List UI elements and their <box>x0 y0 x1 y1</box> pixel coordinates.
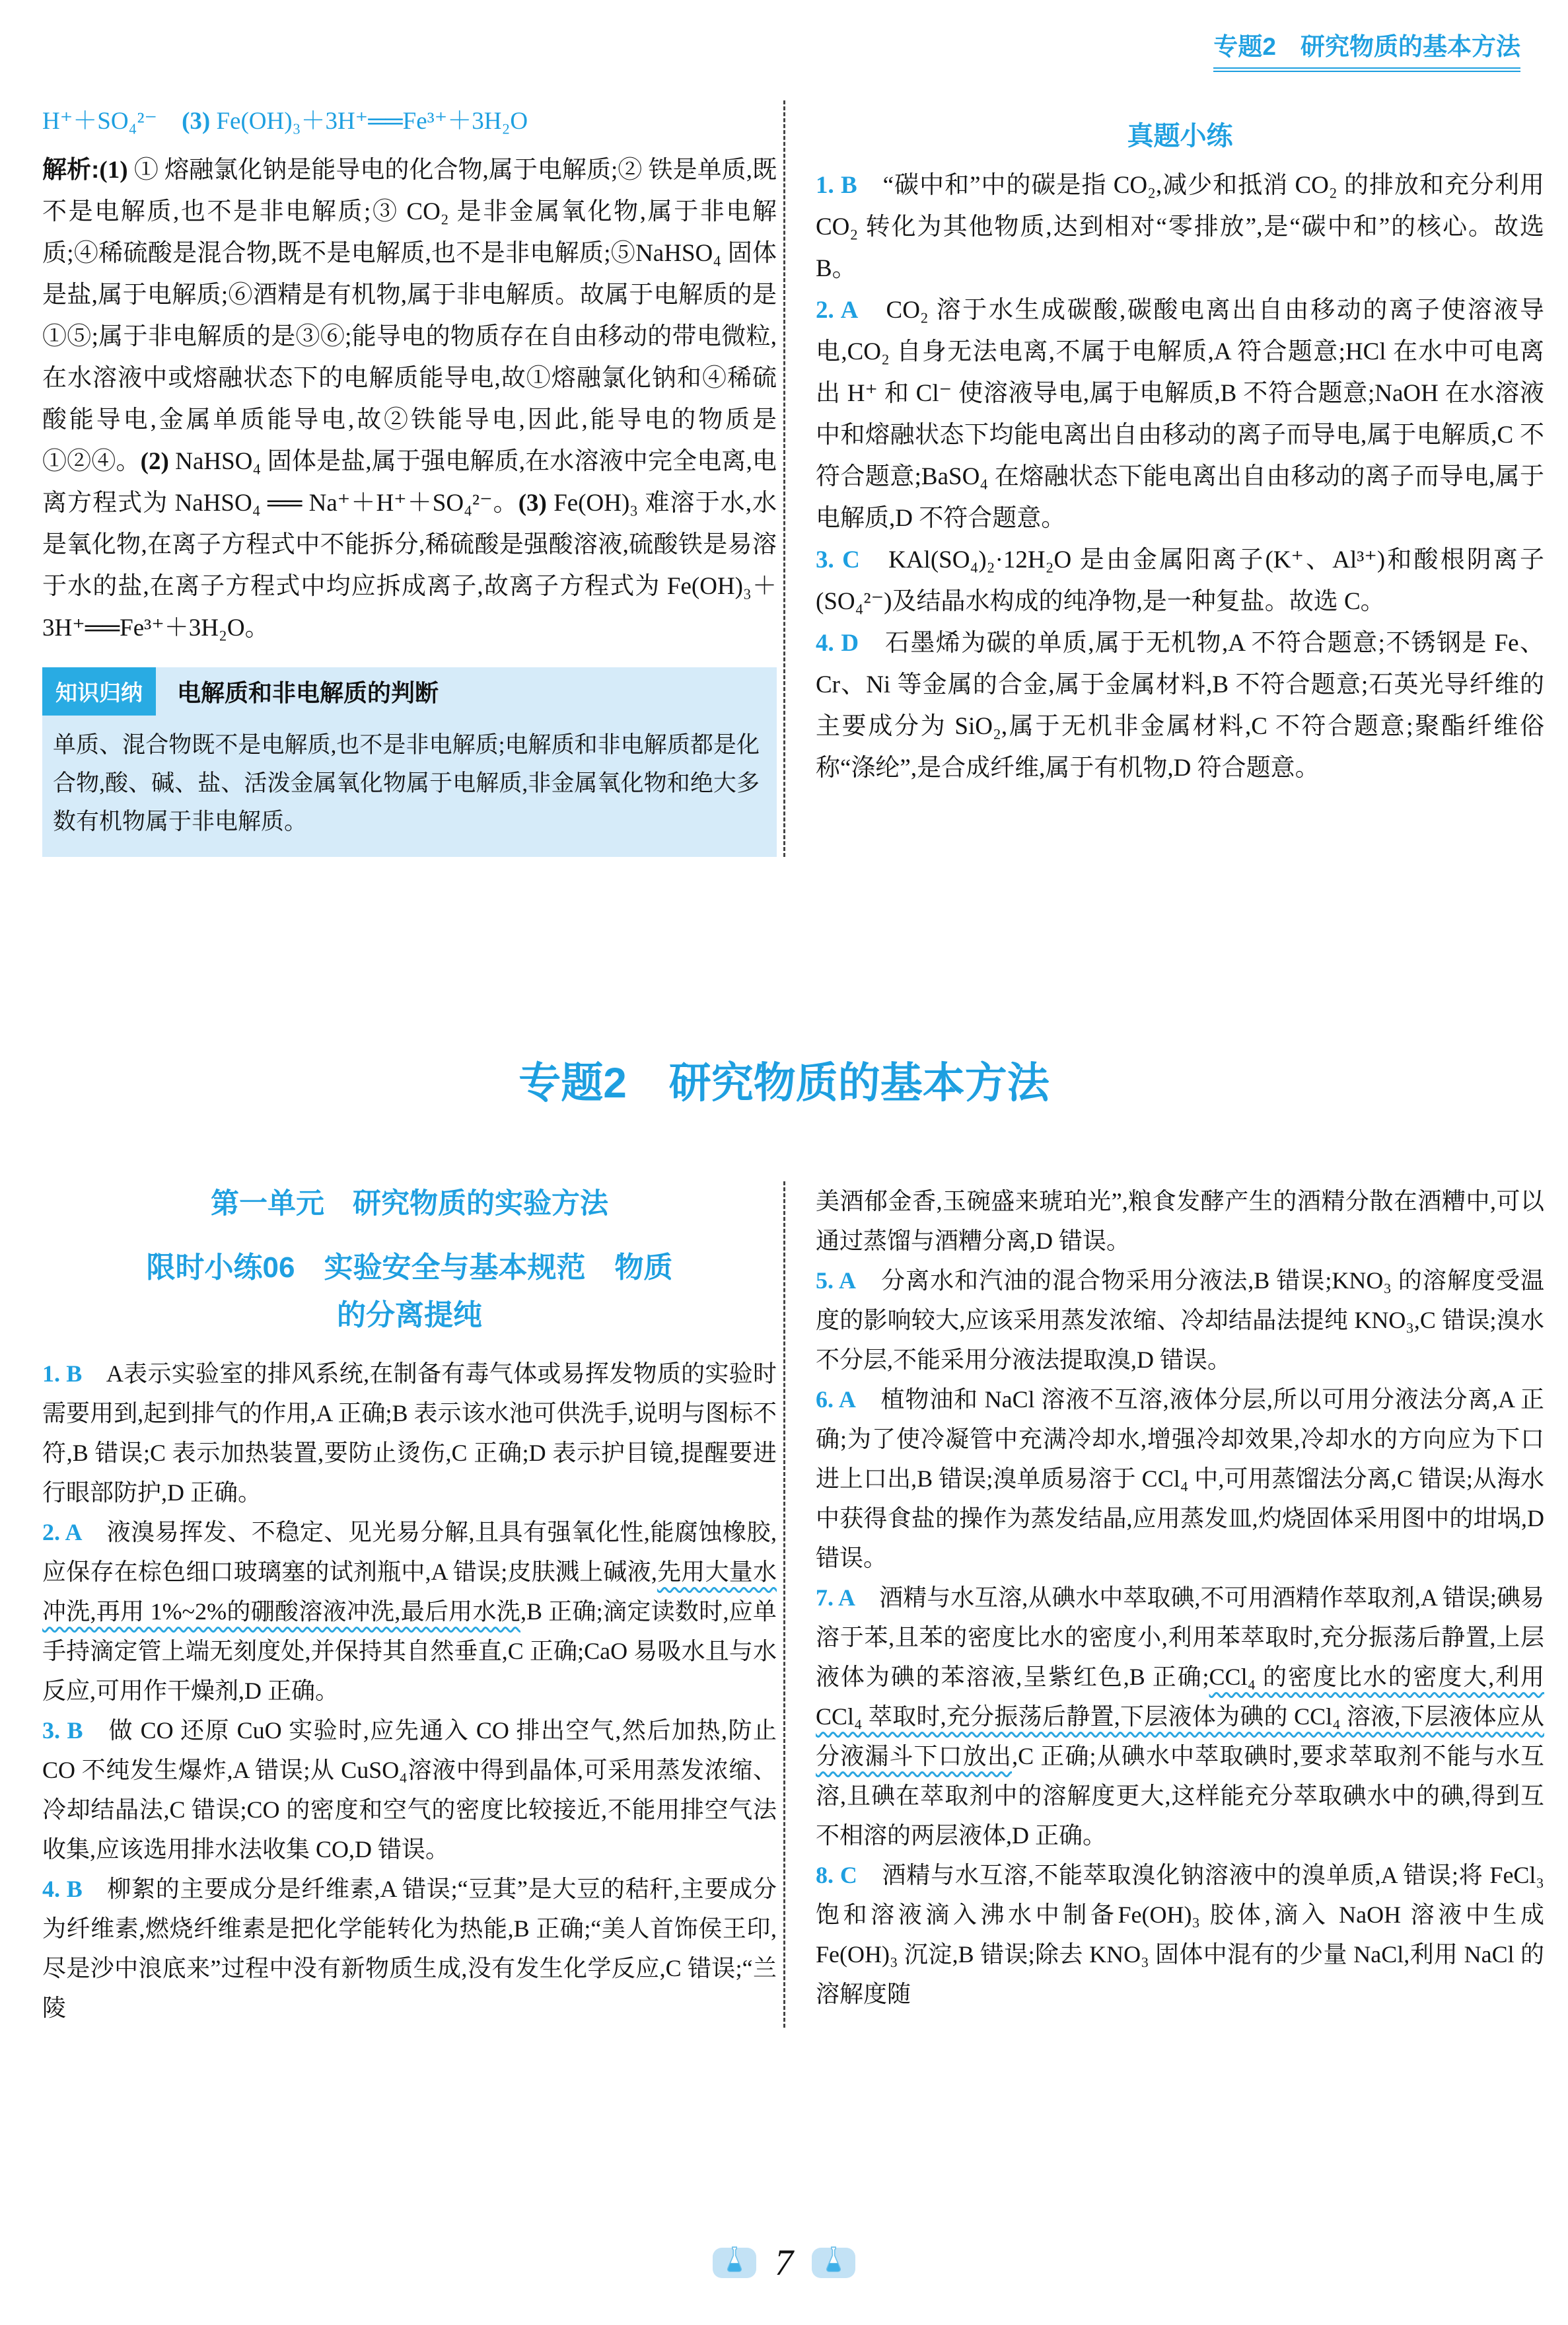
practice-answer-item-7: 7. A 酒精与水互溶,从碘水中萃取碘,不可用酒精作萃取剂,A 错误;碘易溶于苯,且苯的密度比水的密度小,利用苯萃取时,充分振荡后静置,上层液体为碘的苯溶液,呈紫红色,B 正确;CCl₄ 的密度比水的密度大,利用 CCl₄ 萃取时,充分振荡后静置,下层液体为碘的 CCl₄ 溶液,下层液体应从分液漏斗下口放出,C 正确;从碘水中萃取碘时,要求萃取剂不能与水互溶,且碘在萃取剂中的溶解度更大,这样能充分萃取碘水中的碘,得到互不相溶的两层液体,D 正确。 <box>816 1584 1545 1849</box>
zhenti-answer-item-3: 3. C KAl(SO₄)₂·12H₂O 是由金属阳离子(K⁺、Al³⁺)和酸根阴离子(SO₄²⁻)及结晶水构成的纯净物,是一种复盐。故选 C。 <box>816 546 1544 615</box>
ionic-equation: H⁺＋SO₄²⁻ (3) Fe(OH)₃＋3H⁺══Fe³⁺＋3H₂O <box>42 108 528 135</box>
knowledge-box-header <box>42 667 777 716</box>
unit-title: 第一单元 研究物质的实验方法 <box>211 1188 608 1220</box>
zhenti-heading: 真题小练 <box>1127 122 1233 151</box>
zhenti-answer-item-2: 2. A CO₂ 溶于水生成碳酸,碳酸电离出自由移动的离子使溶液导电,CO₂ 自身无法电离,不属于电解质,A 符合题意;HCl 在水中可电离出 H⁺ 和 Cl⁻ 使溶液导电,属于电解质,B 不符合题意;NaOH 在水溶液中和熔融状态下均能电离出自由移动的离子而导电,属于电解质,C 不符合题意;BaSO₄ 在熔融状态下能电离出自由移动的离子而导电,属于电解质,D 不符合题意。 <box>816 297 1544 532</box>
bottom-left-column <box>42 1181 777 2028</box>
knowledge-title: 电解质和非电解质的判断 <box>177 679 439 706</box>
practice-answer-item-2: 2. A 液溴易挥发、不稳定、见光易分解,且具有强氧化性,能腐蚀橡胶,应保存在棕色细口玻璃塞的试剂瓶中,A 错误;皮肤溅上碱液,先用大量水冲洗,再用 1%~2%的硼酸溶液冲洗,最后用水洗,B 正确;滴定读数时,应单手持滴定管上端无刻度处,并保持其自然垂直,C 正确;CaO 易吸水且与水反应,可用作干燥剂,D 正确。 <box>42 1519 777 1704</box>
chapter-title: 专题2 研究物质的基本方法 <box>518 1059 1050 1107</box>
practice-subtitle-line2: 的分离提纯 <box>337 1299 482 1331</box>
practice-answer-item-4: 4. B 柳絮的主要成分是纤维素,A 错误;“豆萁”是大豆的秸秆,主要成分为纤维素,燃烧纤维素是把化学能转化为热能,B 正确;“美人首饰侯王印,尽是沙中浪底来”过程中没有新物质生成,没有发生化学反应,C 错误;“兰陵 <box>42 1876 777 2021</box>
analysis-paragraph: 解析:(1) ① 熔融氯化钠是能导电的化合物,属于电解质;② 铁是单质,既不是电解质,也不是非电解质;③ CO₂ 是非金属氧化物,属于非电解质;④稀硫酸是混合物,既不是电解质,也不是非电解质;⑤NaHSO₄ 固体是盐,属于电解质;⑥酒精是有机物,属于非电解质。故属于电解质的是①⑤;属于非电解质的是③⑥;能导电的物质存在自由移动的带电微粒,在水溶液中或熔融状态下的电解质能导电,故①熔融氯化钠和④稀硫酸能导电,金属单质能导电,故②铁能导电,因此,能导电的物质是①②④。(2) NaHSO₄ 固体是盐,属于强电解质,在水溶液中完全电离,电离方程式为 NaHSO₄ ══ Na⁺＋H⁺＋SO₄²⁻。(3) Fe(OH)₃ 难溶于水,水是氧化物,在离子方程式中不能拆分,稀硫酸是强酸溶液,硫酸铁是易溶于水的盐,在离子方程式中均应拆成离子,故离子方程式为 Fe(OH)₃＋3H⁺══Fe³⁺＋3H₂O。 <box>42 156 777 642</box>
top-section <box>42 100 1544 857</box>
practice-subtitle <box>42 1244 777 1339</box>
bottom-section <box>42 1181 1544 2028</box>
knowledge-box <box>42 667 777 857</box>
flask-icon <box>713 2248 756 2278</box>
page-number: 7 <box>775 2242 793 2283</box>
page-footer <box>0 2242 1568 2284</box>
top-right-column <box>783 100 1544 857</box>
practice-item-4-continuation: 美酒郁金香,玉碗盛来琥珀光”,粮食发酵产生的酒精分散在酒糟中,可以通过蒸馏与酒糟分离,D 错误。 <box>816 1188 1544 1254</box>
practice-answer-item-6: 6. A 植物油和 NaCl 溶液不互溶,液体分层,所以可用分液法分离,A 正确;为了使冷凝管中充满冷却水,增强冷却效果,冷却水的方向应为下口进上口出,B 错误;溴单质易溶于 CCl₄ 中,可用蒸馏法分离,C 错误;从海水中获得食盐的操作为蒸发结晶,应用蒸发皿,灼烧固体采用图中的坩埚,D 错误。 <box>816 1386 1544 1571</box>
practice-answer-item-1: 1. B A表示实验室的排风系统,在制备有毒气体或易挥发物质的实验时需要用到,起到排气的作用,A 正确;B 表示该水池可供洗手,说明与图标不符,B 错误;C 表示加热装置,要防止烫伤,C 正确;D 表示护目镜,提醒要进行眼部防护,D 正确。 <box>42 1360 777 1506</box>
zhenti-answer-item-1: 1. B “碳中和”中的碳是指 CO₂,减少和抵消 CO₂ 的排放和充分利用 CO₂ 转化为其他物质,达到相对“零排放”,是“碳中和”的核心。故选 B。 <box>816 172 1544 282</box>
knowledge-label-badge: 知识归纳 <box>42 667 156 716</box>
practice-subtitle-line1: 限时小练06 实验安全与基本规范 物质 <box>146 1251 673 1284</box>
chapter-running-header: 专题2 研究物质的基本方法 <box>1213 26 1520 72</box>
zhenti-answer-item-4: 4. D 石墨烯为碳的单质,属于无机物,A 不符合题意;不锈钢是 Fe、Cr、Ni 等金属的合金,属于金属材料,B 不符合题意;石英光导纤维的主要成分为 SiO₂,属于无机非金属材料,C 不符合题意;聚酯纤维俗称“涤纶”,是合成纤维,属于有机物,D 符合题意。 <box>816 630 1544 782</box>
practice-answer-item-3: 3. B 做 CO 还原 CuO 实验时,应先通入 CO 排出空气,然后加热,防止 CO 不纯发生爆炸,A 错误;从 CuSO₄溶液中得到晶体,可采用蒸发浓缩、冷却结晶法,C 错误;CO 的密度和空气的密度比较接近,不能用排空气法收集,应该选用排水法收集 CO,D 错误。 <box>42 1717 777 1863</box>
practice-answer-item-5: 5. A 分离水和汽油的混合物采用分液法,B 错误;KNO₃ 的溶解度受温度的影响较大,应该采用蒸发浓缩、冷却结晶法提纯 KNO₃,C 错误;溴水不分层,不能采用分液法提取溴,D 错误。 <box>816 1267 1544 1373</box>
flask-icon <box>812 2248 855 2278</box>
practice-answer-item-8: 8. C 酒精与水互溶,不能萃取溴化钠溶液中的溴单质,A 错误;将 FeCl₃ 饱和溶液滴入沸水中制备Fe(OH)₃ 胶体,滴入 NaOH 溶液中生成 Fe(OH)₃ 沉淀,B 错误;除去 KNO₃ 固体中混有的少量 NaCl,利用 NaCl 的溶解度随 <box>816 1862 1544 2007</box>
top-left-column <box>42 100 777 857</box>
bottom-right-column <box>783 1181 1544 2028</box>
knowledge-body: 单质、混合物既不是电解质,也不是非电解质;电解质和非电解质都是化合物,酸、碱、盐、活泼金属氧化物属于电解质,非金属氧化物和绝大多数有机物属于非电解质。 <box>53 732 760 834</box>
